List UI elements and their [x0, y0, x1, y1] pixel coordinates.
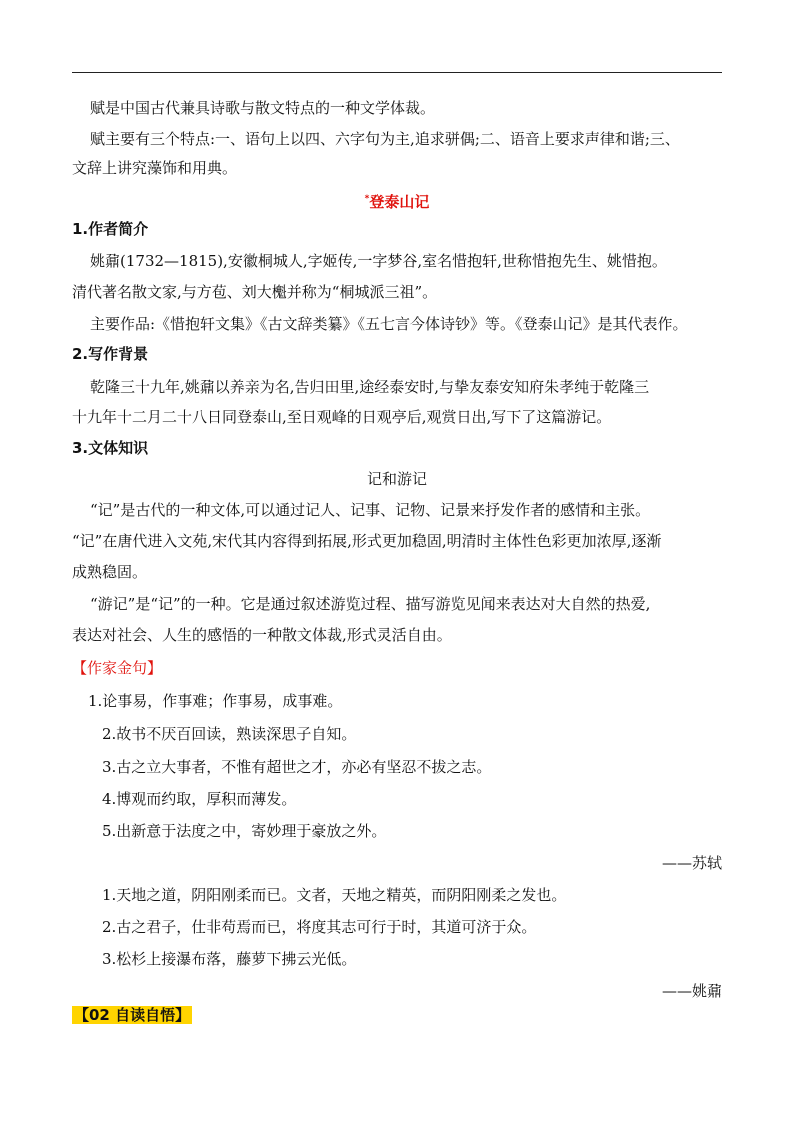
quote-2-3: 3.松杉上接瀑布落，藤萝下拂云光低。: [102, 950, 357, 968]
genre-p2-line-2: 表达对社会、人生的感悟的一种散文体裁,形式灵活自由。: [72, 626, 452, 644]
header-rule: [72, 72, 722, 73]
author-works: 主要作品:《惜抱轩文集》《古文辞类纂》《五七言今体诗钞》等。《登泰山记》是其代表作。: [90, 315, 688, 333]
next-section-tag: 【02 自读自悟】: [74, 1006, 191, 1024]
quote-2-1: 1.天地之道，阴阳刚柔而已。文者，天地之精英，而阴阳刚柔之发也。: [102, 886, 567, 904]
quote-author-1: ——苏轼: [661, 854, 722, 872]
quote-1-3: 3.古之立大事者，不惟有超世之才，亦必有坚忍不拔之志。: [102, 758, 492, 776]
genre-heading: 3.文体知识: [72, 439, 149, 457]
author-line-2: 清代著名散文家,与方苞、刘大櫆并称为“桐城派三祖”。: [72, 283, 438, 301]
title-text: 登泰山记: [369, 193, 430, 211]
quote-1-4: 4.博观而约取，厚积而薄发。: [102, 790, 297, 808]
quote-2-2: 2.古之君子，仕非苟焉而已，将度其志可行于时，其道可济于众。: [102, 918, 537, 936]
genre-p2-line-1: “游记”是“记”的一种。它是通过叙述游览过程、描写游览见闻来表达对大自然的热爱,: [90, 595, 651, 613]
author-line-1: 姚鼐(1732—1815),安徽桐城人,字姬传,一字梦谷,室名惜抱轩,世称惜抱先生、姚惜抱。: [90, 252, 667, 270]
quote-1-5: 5.出新意于法度之中，寄妙理于豪放之外。: [102, 822, 387, 840]
quote-author-2: ——姚鼐: [661, 982, 722, 1000]
genre-p1-line-2: “记”在唐代进入文苑,宋代其内容得到拓展,形式更加稳固,明清时主体性色彩更加浓厚,逐渐: [72, 532, 662, 550]
title-mark: *: [364, 194, 370, 204]
background-heading: 2.写作背景: [72, 345, 149, 363]
next-section-tag-wrap: [72, 1004, 192, 1026]
lesson-title: [72, 188, 722, 213]
background-line-1: 乾隆三十九年,姚鼐以养亲为名,告归田里,途经泰安时,与挚友泰安知府朱孝纯于乾隆三: [90, 378, 650, 396]
quote-1-1: 1.论事易，作事难；作事易，成事难。: [88, 692, 343, 710]
intro-line-1: 赋是中国古代兼具诗歌与散文特点的一种文学体裁。: [90, 99, 436, 117]
quotes-tag: 【作家金句】: [72, 659, 163, 677]
genre-p1-line-3: 成熟稳固。: [72, 563, 148, 581]
genre-p1-line-1: “记”是古代的一种文体,可以通过记人、记事、记物、记景来抒发作者的感情和主张。: [90, 501, 651, 519]
intro-line-3: 文辞上讲究藻饰和用典。: [72, 159, 238, 177]
quote-1-2: 2.故书不厌百回读，熟读深思子自知。: [102, 725, 357, 743]
author-heading: 1.作者简介: [72, 220, 149, 238]
intro-line-2: 赋主要有三个特点:一、语句上以四、六字句为主,追求骈偶;二、语音上要求声律和谐;三、: [90, 130, 680, 148]
background-line-2: 十九年十二月二十八日同登泰山,至日观峰的日观亭后,观赏日出,写下了这篇游记。: [72, 408, 612, 426]
genre-subtitle: 记和游记: [366, 470, 427, 488]
